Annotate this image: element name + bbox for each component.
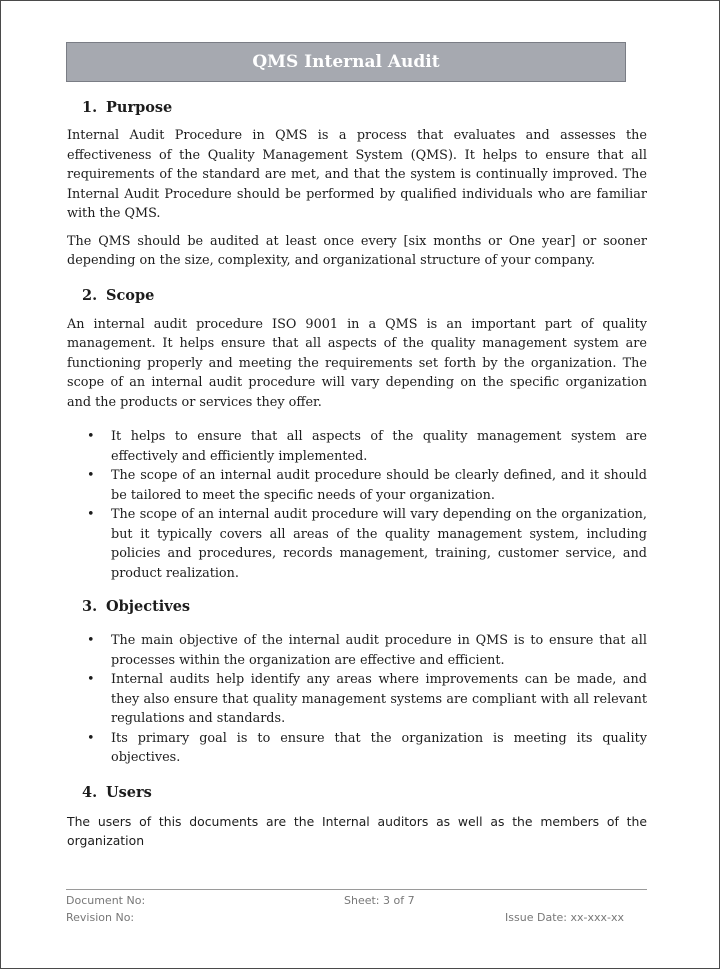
bullet-icon: • xyxy=(87,672,95,687)
purpose-paragraph-1: Internal Audit Procedure in QMS is a process that evaluates and assesses the effectiveness of the Quality Management System (QMS). It helps to ensure that all requirements of the standard are met, and that the system is continually improved. The Internal Audit Procedure should be performed by qualified individuals who are familiar with the QMS. xyxy=(67,128,647,221)
sheet-number: Sheet: 3 of 7 xyxy=(344,894,415,907)
section-title: Scope xyxy=(106,286,155,304)
section-number: 4. xyxy=(82,783,98,801)
document-number-label: Document No: xyxy=(66,894,146,907)
list-item-text: The main objective of the internal audit procedure in QMS is to ensure that all processes within the organization are effective and efficient. xyxy=(111,633,647,668)
issue-date: Issue Date: xx-xxx-xx xyxy=(505,911,624,924)
section-heading-objectives xyxy=(67,596,647,618)
purpose-paragraph-2: The QMS should be audited at least once every [six months or One year] or sooner depending on the size, complexity, and organizational structure of your company. xyxy=(67,233,647,268)
section-heading-purpose xyxy=(67,97,647,119)
list-item xyxy=(67,670,647,729)
bullet-icon: • xyxy=(87,507,95,522)
scope-bullet-list xyxy=(67,427,647,583)
section-title: Users xyxy=(106,783,152,801)
section-title: Objectives xyxy=(106,598,191,615)
section-title: Purpose xyxy=(106,99,173,116)
list-item-text: Its primary goal is to ensure that the organization is meeting its quality objectives. xyxy=(111,730,647,765)
section-heading-scope xyxy=(67,285,647,307)
bullet-icon: • xyxy=(87,633,95,648)
list-item xyxy=(67,729,647,768)
list-item xyxy=(67,466,647,505)
revision-number-label: Revision No: xyxy=(66,911,135,924)
list-item-text: The scope of an internal audit procedure will vary depending on the organization, but it typically covers all areas of the quality management system, including policies and procedures, records management, training, customer service, and product realization. xyxy=(111,507,647,581)
list-item-text: Internal audits help identify any areas where improvements can be made, and they also ensure that quality management systems are compliant with all relevant regulations and standards. xyxy=(111,672,647,726)
scope-paragraph: An internal audit procedure ISO 9001 in a QMS is an important part of quality management. It helps ensure that all aspects of the quality management system are functioning properly and meeting the requirements set forth by the organization. The scope of an internal audit procedure will vary depending on the specific organization and the products or services they offer. xyxy=(67,316,647,410)
list-item xyxy=(67,505,647,583)
bullet-icon: • xyxy=(87,730,95,746)
list-item-text: It helps to ensure that all aspects of the quality management system are effectively and efficiently implemented. xyxy=(111,429,647,464)
section-number: 1. xyxy=(82,99,98,116)
section-number: 3. xyxy=(82,598,98,615)
bullet-icon: • xyxy=(87,468,95,483)
page-footer xyxy=(66,889,647,924)
list-item xyxy=(67,427,647,466)
objectives-bullet-list xyxy=(67,631,647,768)
section-number: 2. xyxy=(82,286,98,304)
document-title: QMS Internal Audit xyxy=(66,42,626,82)
list-item xyxy=(67,631,647,670)
users-paragraph: The users of this documents are the Internal auditors as well as the members of the organization xyxy=(67,813,647,848)
bullet-icon: • xyxy=(87,429,95,444)
list-item-text: The scope of an internal audit procedure should be clearly defined, and it should be tailored to meet the specific needs of your organization. xyxy=(111,468,647,503)
document-body xyxy=(67,97,647,851)
section-heading-users xyxy=(67,782,647,804)
